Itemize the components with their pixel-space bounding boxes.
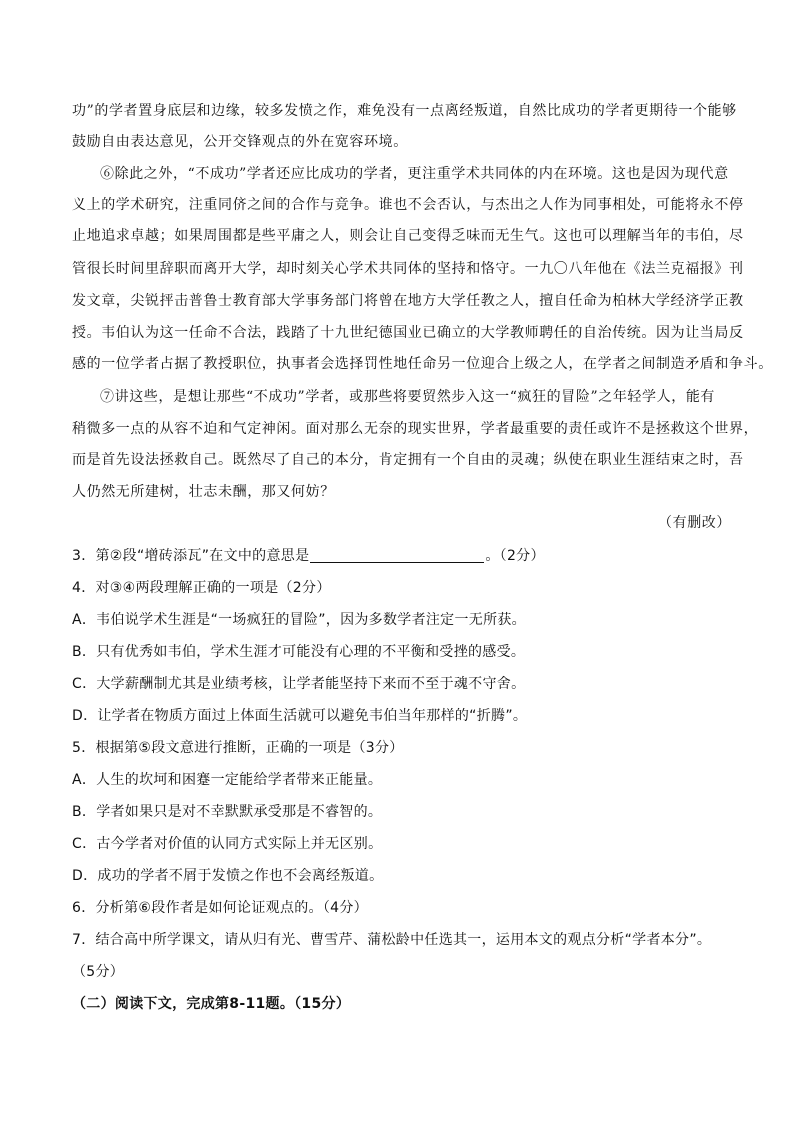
passage-line: ⑥除此之外，“不成功”学者还应比成功的学者，更注重学术共同体的内在环境。这也是因为现代意 [100,166,729,182]
passage-line: 而是首先设法拯救自己。既然尽了自己的本分，肯定拥有一个自由的灵魂；纵使在职业生涯结束之时，吾 [72,452,744,468]
passage-line: 鼓励自由表达意见，公开交锋观点的外在宽容环境。 [72,134,408,150]
passage-line: 发文章，尖锐抨击普鲁士教育部大学事务部门将曾在地方大学任教之人，擅自任命为柏林大学经济学正教 [72,293,744,309]
passage-line: 功”的学者置身底层和边缘，较多发愤之作，难免没有一点离经叛道，自然比成功的学者更期待一个能够 [72,103,737,119]
question-3-prefix: 3．第②段“增砖添瓦”在文中的意思是 [72,548,310,564]
passage-line: 管很长时间里辞职而离开大学，却时刻关心学术共同体的坚持和恪守。一九〇八年他在《法兰克福报》刊 [72,261,744,277]
section-two-heading: （二）阅读下文，完成第8-11题。（15分） [72,996,351,1012]
option-5c: C．古今学者对价值的认同方式实际上并无区别。 [72,836,383,852]
answer-blank[interactable] [310,549,484,563]
question-7: 7．结合高中所学课文，请从归有光、曹雪芹、蒲松龄中任选其一，运用本文的观点分析“学者本分”。 [72,932,712,948]
option-4b: B．只有优秀如韦伯，学术生涯才可能没有心理的不平衡和受挫的感受。 [72,644,526,660]
question-7-score: （5分） [72,964,125,980]
option-4c: C．大学薪酬制尤其是业绩考核，让学者能坚持下来而不至于魂不守舍。 [72,676,526,692]
option-5b: B．学者如果只是对不幸默默承受那是不睿智的。 [72,804,383,820]
passage-line: 止地追求卓越；如果周围都是些平庸之人，则会让自己变得乏味而无生气。这也可以理解当年的韦伯，尽 [72,228,744,244]
passage-line: ⑦讲这些，是想让那些“不成功”学者，或那些将要贸然步入这一“疯狂的冒险”之年轻学人，能有 [100,389,716,405]
question-3-suffix: 。（2分） [485,548,545,564]
option-5a: A．人生的坎坷和困蹇一定能给学者带来正能量。 [72,772,383,788]
passage-line: 人仍然无所建树，壮志未酬，那又何妨？ [72,484,335,500]
question-6: 6．分析第⑥段作者是如何论证观点的。（4分） [72,900,368,916]
passage-line: 义上的学术研究，注重同侪之间的合作与竞争。谁也不会否认，与杰出之人作为同事相处，可能将永不停 [72,197,744,213]
passage-line: 感的一位学者占据了教授职位，执事者会选择罚性地任命另一位迎合上级之人，在学者之间制造矛盾和争斗。 [72,356,773,372]
option-5d: D．成功的学者不屑于发愤之作也不会离经叛道。 [72,868,384,884]
question-5: 5．根据第⑤段文意进行推断，正确的一项是（3分） [72,740,404,756]
question-3 [72,549,545,563]
question-4: 4．对③④两段理解正确的一项是（2分） [72,580,331,596]
option-4d: D．让学者在物质方面过上体面生活就可以避免韦伯当年那样的“折腾”。 [72,708,528,724]
passage-line: 稍微多一点的从容不迫和气定神闲。面对那么无奈的现实世界，学者最重要的责任或许不是拯救这个世界， [72,421,759,437]
passage-line: 授。韦伯认为这一任命不合法，践踏了十九世纪德国业已确立的大学教师聘任的自治传统。因为让当局反 [72,325,744,341]
option-4a: A．韦伯说学术生涯是“一场疯狂的冒险”，因为多数学者注定一无所获。 [72,612,526,628]
source-note: （有删改） [658,515,731,531]
